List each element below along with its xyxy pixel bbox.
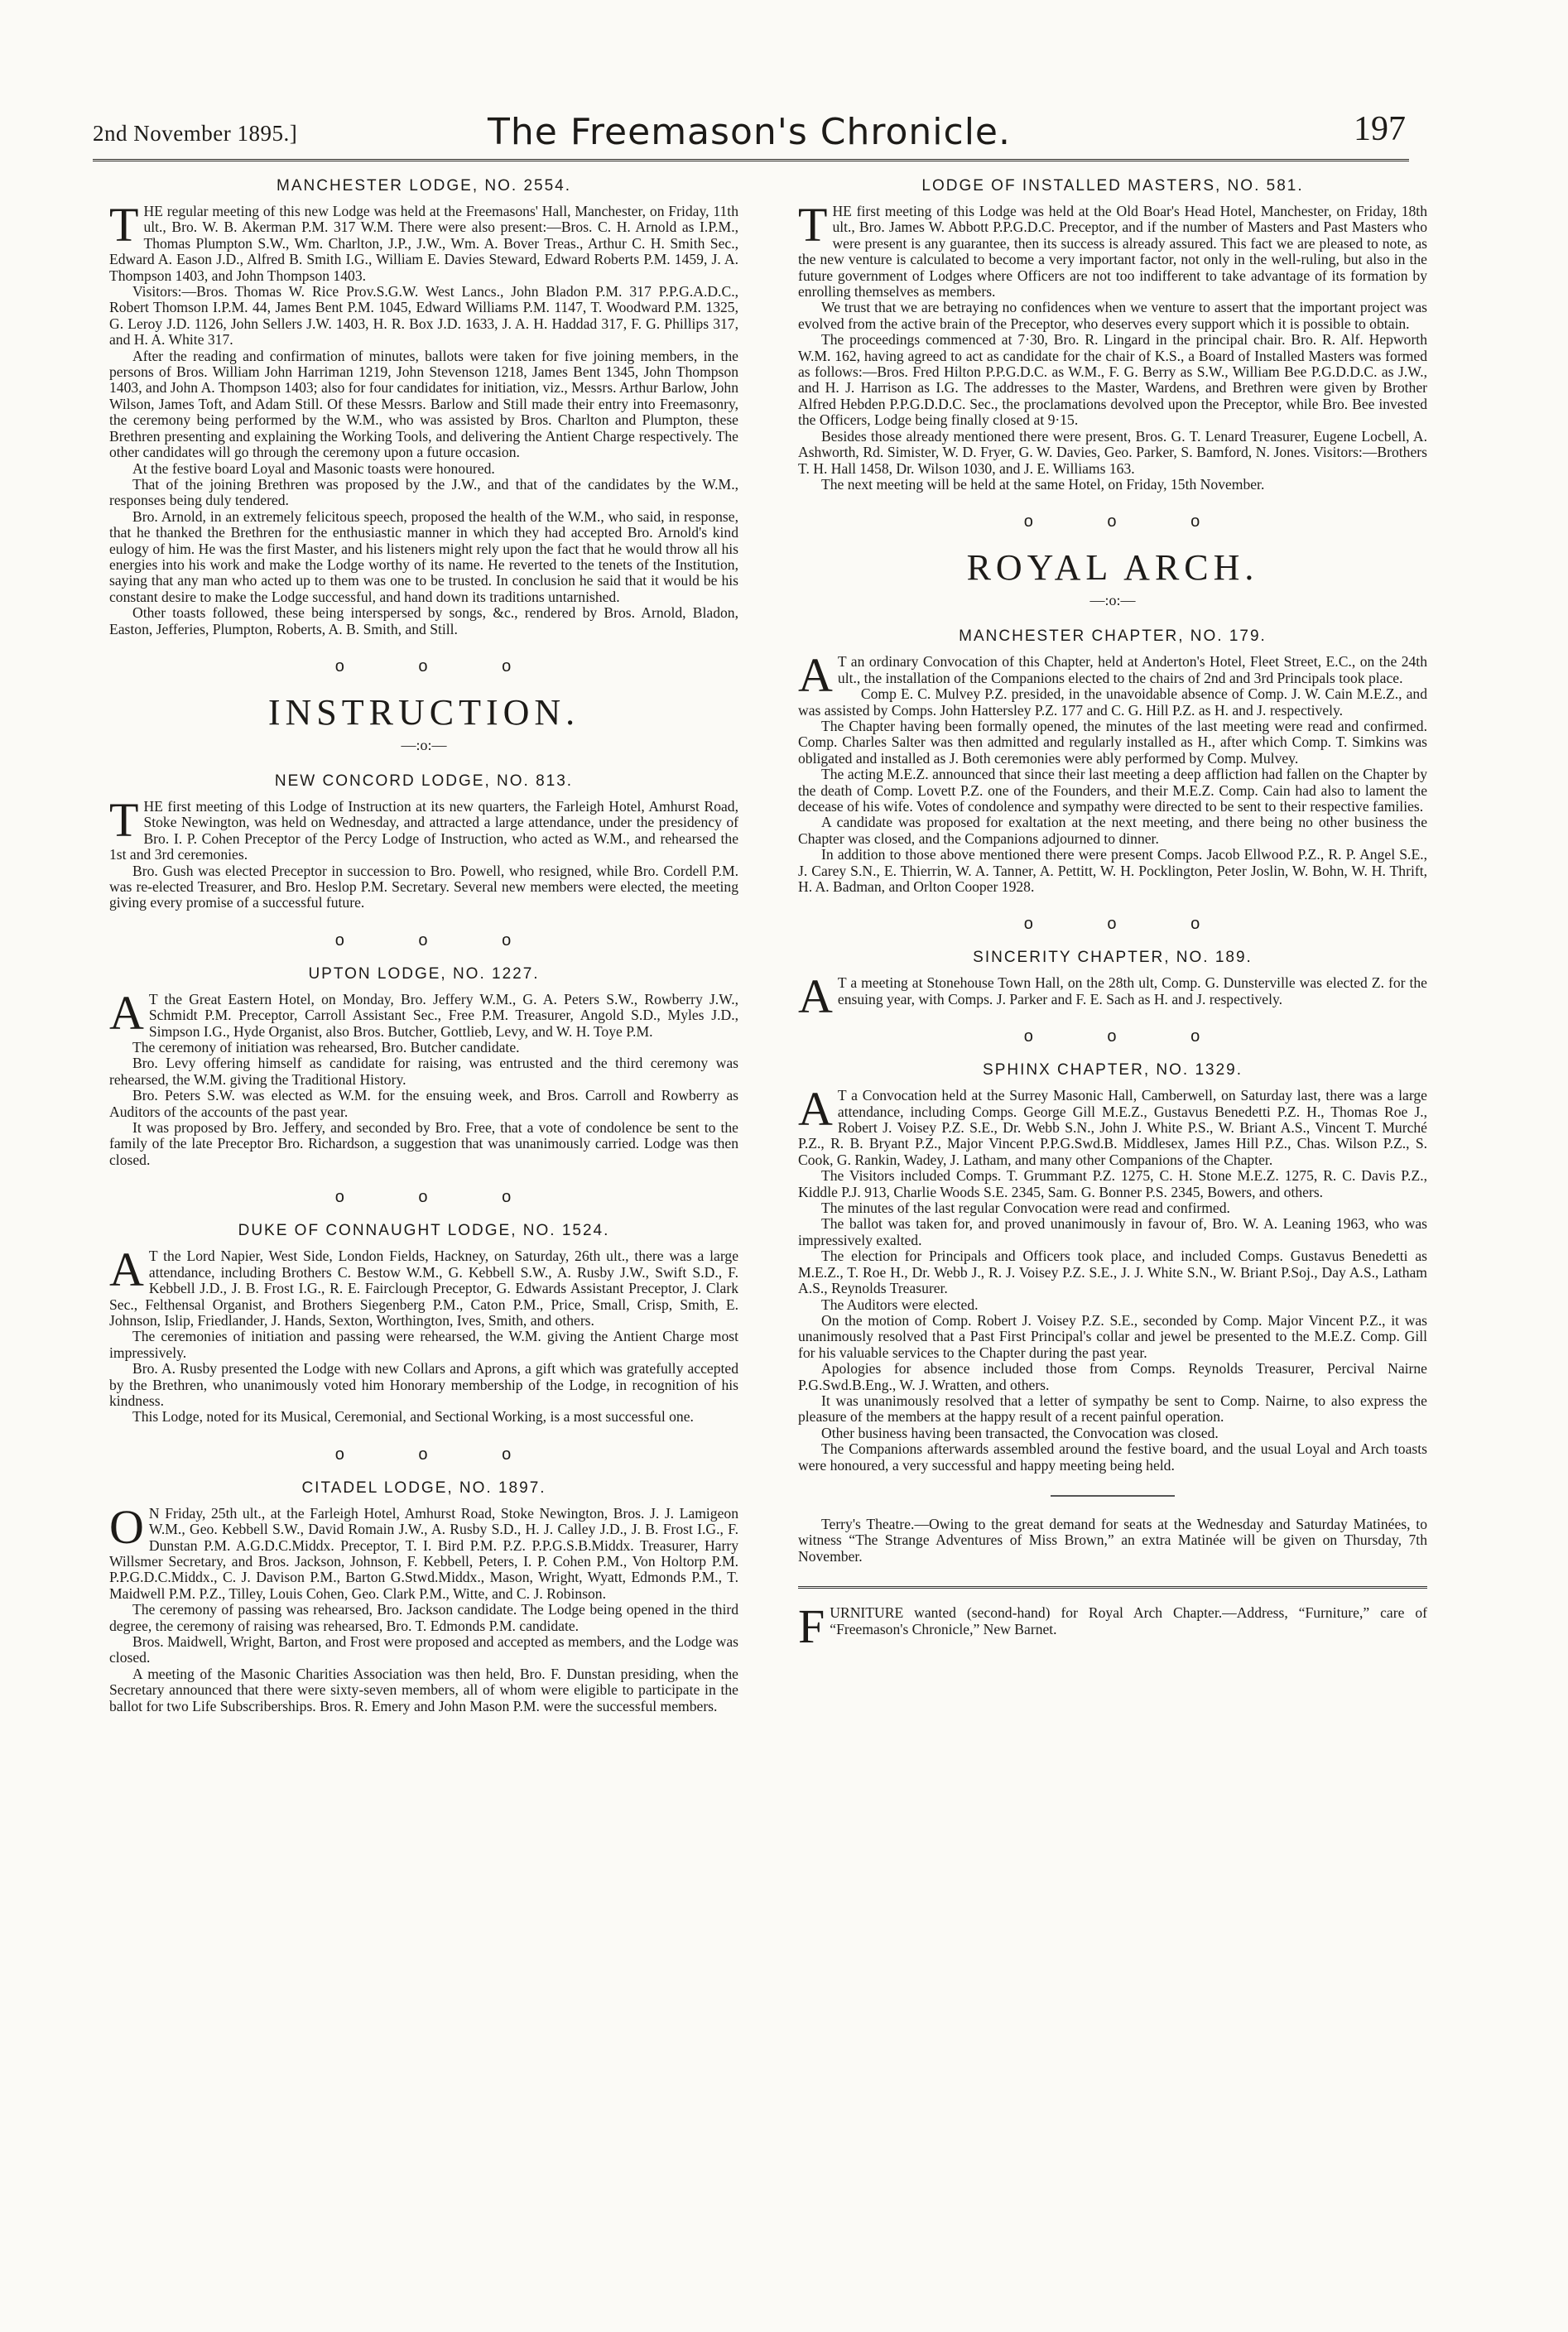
article-paragraph: It was proposed by Bro. Jeffery, and seconded by Bro. Free, that a vote of condolence be sent to the family of the late Preceptor Bro. Richardson, a suggestion that was unanimously carried. Lodge was then closed.	[109, 1119, 738, 1168]
article-paragraph: THE regular meeting of this new Lodge was held at the Freemasons' Hall, Manchester, on Friday, 11th ult., Bro. W. B. Akerman P.M. 317 W.M. There were also present:—Bros. C. H. Arnold as I.P.M., Thomas Plumpton S.W., Wm. Charlton, J.P., J.W., Wm. A. Bover Treas., Arthur C. H. Smith Sec., Edward A. Eason J.D., Alfred B. Smith I.G., William E. Davies Steward, Edward Roberts P.M. 1459, J. A. Thompson 1403, and John Thompson 1403.	[109, 198, 738, 284]
article-paragraph: A T the Great Eastern Hotel, on Monday, Bro. Jeffery W.M., G. A. Peters S.W., Rowberry J.W., Schmidt P.M. Preceptor, Carroll Assistant Sec., Free P.M. Treasurer, Angold S.D., Myles J.D., Simpson I.G., Hyde Organist, also Bros. Butcher, Gottlieb, Levy, and W. H. Toye P.M.	[109, 985, 738, 1040]
article-paragraph: The Companions afterwards assembled around the festive board, and the usual Loyal and Arch toasts were honoured, a very successful and happy meeting being held.	[798, 1440, 1427, 1474]
advert-divider	[798, 1586, 1427, 1589]
article-heading: SPHINX CHAPTER, NO. 1329.	[983, 1061, 1243, 1079]
article-paragraph: The Chapter having been formally opened, the minutes of the last meeting were read and confirmed. Comp. Charles Salter was then admitted and regularly installed as H., after which Comp. T. Simkins was obligated and installed as J. Both ceremonies were ably performed by Comp. Mulvey.	[798, 717, 1427, 767]
article-sincerity-chapter	[798, 949, 1427, 1024]
section-title-instruction: INSTRUCTION.	[267, 691, 580, 733]
drop-cap: F	[798, 1599, 825, 1654]
drop-cap: A	[109, 985, 144, 1040]
drop-cap: T	[798, 198, 828, 252]
drop-cap: T	[109, 198, 139, 252]
article-paragraph: On the motion of Comp. Robert J. Voisey P.Z. S.E., seconded by Comp. Major Vincent P.Z., it was unanimously resolved that a Past First Principal's collar and jewel be presented to the M.E.Z. Comp. Gill for his valuable services to the Chapter during the past year.	[798, 1311, 1427, 1361]
article-manchester-lodge	[109, 177, 738, 637]
article-paragraph: The ceremony of initiation was rehearsed, Bro. Butcher candidate.	[132, 1039, 520, 1056]
article-heading: MANCHESTER CHAPTER, NO. 179.	[959, 627, 1267, 646]
article-paragraph: A meeting of the Masonic Charities Association was then held, Bro. F. Dunstan presiding, when the Secretary announced that there were sixty-seven members, all of whom were eligible to participate in the ballot for two Life Subscriberships. Bros. R. Emery and John Mason P.M. were the successful members.	[109, 1665, 738, 1714]
article-heading: UPTON LODGE, NO. 1227.	[308, 964, 540, 983]
section-title-royal-arch: ROYAL ARCH.	[966, 547, 1259, 589]
drop-cap: A	[798, 969, 833, 1024]
article-paragraph: Bro. Arnold, in an extremely felicitous speech, proposed the health of the W.M., who said, in response, that he thanked the Brethren for the enthusiastic manner in which they had accepted Bro. Arnold's kind eulogy of him. He was the first Master, and his listeners might rely upon the fact that he would throw all his energies into his work and make the Lodge worthy of its name. He reverted to the tenets of the Institution, saying that any man who acted up to them was one to be trusted. In conclusion he said that it would be his constant desire to make the Lodge successful, and hand down its traditions untarnished.	[109, 507, 738, 605]
article-citadel-lodge	[109, 1479, 738, 1714]
article-paragraph: The ballot was taken for, and proved unanimously in favour of, Bro. W. A. Leaning 1963, who was impressively exalted.	[798, 1215, 1427, 1248]
article-duke-of-connaught-lodge	[109, 1222, 738, 1425]
furniture-advert: FURNITURE wanted (second-hand) for Royal Arch Chapter.—Address, “Furniture,” care of “Freemason's Chronicle,” New Barnet.	[798, 1599, 1427, 1654]
article-paragraph: The ceremony of passing was rehearsed, Bro. Jackson candidate. The Lodge being opened in the third degree, the ceremony of raising was rehearsed, Bro. T. Edmonds P.M. candidate.	[109, 1601, 738, 1634]
article-paragraph: Bro. Gush was elected Preceptor in succession to Bro. Powell, who resigned, while Bro. Cordell P.M. was re-elected Treasurer, and Bro. Heslop P.M. Secretary. Several new members were elected, the meeting giving every promise of a successful future.	[109, 862, 738, 911]
article-paragraph: The acting M.E.Z. announced that since their last meeting a deep affliction had fallen on the Chapter by the death of Comp. Lovett P.Z. one of the Founders, and their M.E.Z. Comp. Cain had also to lament the decease of his wife. Votes of condolence and sympathy were directed to be sent to their respective families.	[798, 766, 1427, 815]
article-heading: LODGE OF INSTALLED MASTERS, NO. 581.	[921, 177, 1304, 195]
article-heading: DUKE OF CONNAUGHT LODGE, NO. 1524.	[238, 1222, 610, 1240]
article-paragraph: O N Friday, 25th ult., at the Farleigh Hotel, Amhurst Road, Stoke Newington, Bros. J. J. Lamigeon W.M., Geo. Kebbell S.W., David Romain J.W., A. Rusby S.D., H. J. Calley J.D., J. B. Frost I.G., F. Dunstan P.M. A.G.D.C.Middx. Preceptor, T. I. Bird P.M. P.Z. P.P.G.S.B.Middx. Treasurer, Harry Willsmer Secretary, and Bros. Jackson, Johnson, F. Kebbell, Peters, I. P. Cohen P.M., Von Holtorp P.M. P.P.G.D.C.Middx., C. J. Davison P.M., Barton G.Stwd.Middx., Mason, Wright, Wyatt, Edmonds P.M., T. Maidwell P.M. P.Z., Tilley, Louis Cohen, Geo. Clark P.M., Witte, and C. J. Robinson.	[109, 1499, 738, 1602]
article-paragraph: The minutes of the last regular Convocation were read and confirmed.	[821, 1200, 1230, 1217]
page-number: 197	[1354, 110, 1406, 148]
article-paragraph: The next meeting will be held at the same Hotel, on Friday, 15th November.	[821, 475, 1265, 493]
article-paragraph: Besides those already mentioned there were present, Bros. G. T. Lenard Treasurer, Eugene Locbell, A. Ashworth, Rd. Simister, W. D. Fryer, G. W. Davies, Geo. Parker, S. Bamford, N. Jones. Visitors:—Brothers T. H. Hall 1458, Dr. Wilson 1030, and J. E. Williams 163.	[798, 427, 1427, 477]
section-separator: o o o	[1023, 512, 1235, 531]
article-paragraph: That of the joining Brethren was proposed by the J.W., and that of the candidates by the W.M., responses being duly tendered.	[109, 475, 738, 509]
article-upton-lodge	[109, 965, 738, 1168]
section-separator: o o o	[334, 930, 546, 950]
publication-title: The Freemason's Chronicle.	[488, 111, 1011, 153]
article-paragraph: Other business having been transacted, the Convocation was closed.	[821, 1424, 1219, 1441]
article-paragraph: In addition to those above mentioned there were present Comps. Jacob Ellwood P.Z., R. P. Angel S.E., J. Carey S.N., E. Thierrin, W. A. Tanner, A. Pettitt, W. H. Pocklington, Peter Joslin, W. Bohn, W. H. Thrift, H. A. Badman, and Orlton Cooper 1928.	[798, 846, 1427, 895]
drop-cap: O	[109, 1499, 144, 1554]
article-paragraph: A candidate was proposed for exaltation at the next meeting, and there being no other business the Chapter was closed, and the Companions adjourned to dinner.	[798, 814, 1427, 847]
section-separator: o o o	[1023, 1027, 1235, 1046]
article-paragraph: The Auditors were elected.	[821, 1296, 979, 1313]
article-paragraph: Visitors:—Bros. Thomas W. Rice Prov.S.G.W. West Lancs., John Bladon P.M. 317 P.P.G.A.D.C., Robert Thomson I.P.M. 44, James Bent P.M. 1045, Edward Williams P.M. 1147, T. Woodward P.M. 1325, G. Leroy J.D. 1126, John Sellers J.W. 1403, H. R. Box J.D. 1633, J. A. H. Haddad 317, F. G. Phillips 317, and H. A. White 317.	[109, 283, 738, 349]
article-heading: MANCHESTER LODGE, NO. 2554.	[277, 177, 571, 195]
article-paragraph: Bro. Peters S.W. was elected as W.M. for the ensuing week, and Bros. Carroll and Rowberry as Auditors of the accounts of the past year.	[109, 1087, 738, 1120]
masthead	[93, 106, 1406, 159]
article-paragraph: The Visitors included Comps. T. Grummant P.Z. 1275, C. H. Stone M.E.Z. 1275, R. C. Davis P.Z., Kiddle P.J. 913, Charlie Woods S.E. 2345, Sam. G. Bonner P.S. 2345, Bowers, and others.	[798, 1167, 1427, 1200]
article-heading: CITADEL LODGE, NO. 1897.	[301, 1479, 546, 1497]
article-paragraph: Comp E. C. Mulvey P.Z. presided, in the unavoidable absence of Comp. J. W. Cain M.E.Z., and was assisted by Comps. John Hattersley P.Z. 177 and C. G. Hill P.Z. as H. and J. respectively.	[798, 685, 1427, 719]
article-new-concord-lodge	[109, 772, 738, 911]
drop-cap: A	[109, 1243, 144, 1297]
section-ornament: —:o:—	[1089, 592, 1136, 609]
issue-date: 2nd November 1895.]	[93, 121, 298, 146]
article-heading: SINCERITY CHAPTER, NO. 189.	[973, 949, 1253, 967]
theatre-notice: Terry's Theatre.—Owing to the great demand for seats at the Wednesday and Saturday Matinées, to witness “The Strange Adventures of Miss Brown,” an extra Matinée will be given on Thursday, 7th November.	[798, 1515, 1427, 1565]
notice-divider	[1051, 1495, 1175, 1497]
section-separator: o o o	[334, 1188, 546, 1207]
article-lodge-of-installed-masters	[798, 177, 1427, 493]
article-heading: NEW CONCORD LODGE, NO. 813.	[274, 772, 574, 790]
article-paragraph: The ceremonies of initiation and passing were rehearsed, the W.M. giving the Antient Charge most impressively.	[109, 1328, 738, 1361]
article-paragraph: It was unanimously resolved that a letter of sympathy be sent to Comp. Nairne, to also express the pleasure of the members at the happy result of a recent painful operation.	[798, 1392, 1427, 1426]
article-paragraph: A T a meeting at Stonehouse Town Hall, on the 28th ult, Comp. G. Dunsterville was elected Z. for the ensuing year, with Comps. J. Parker and F. E. Sach as H. and J. respectively.	[798, 969, 1427, 1024]
article-paragraph: A T the Lord Napier, West Side, London Fields, Hackney, on Saturday, 26th ult., there was a large attendance, including Brothers C. Bestow W.M., G. Kebbell S.W., A. Rusby J.W., Swift S.D., F. Kebbell J.D., J. B. Frost I.G., R. E. Fairclough Preceptor, G. Edwards Assistant Preceptor, J. Clark Sec., Felthensal Organist, and Brothers Siegenberg P.M., Caton P.M., Price, Small, Crisp, Smith, E. Johnson, Islip, Friedlander, J. Hands, Sexton, Worthington, Ives, Smith, and others.	[109, 1243, 738, 1329]
article-paragraph: Bros. Maidwell, Wright, Barton, and Frost were proposed and accepted as members, and the Lodge was closed.	[109, 1633, 738, 1666]
section-separator: o o o	[1023, 915, 1235, 934]
right-column	[798, 177, 1427, 1654]
article-paragraph: The proceedings commenced at 7·30, Bro. R. Lingard in the principal chair. Bro. R. Alf. Hepworth W.M. 162, having agreed to act as candidate for the chair of K.S., a Board of Installed Masters was formed as follows:—Bros. Fred Hilton P.P.G.D.C. as W.M., F. G. Berry as S.W., William Bee P.G.D.D.C. as J.W., and H. J. Harrison as I.G. The addresses to the Master, Wardens, and Brethren were given by Brother Alfred Hebden P.P.G.D.D.C. Sec., the proclamations devolved upon the Preceptor, while Bro. Bee invested the Officers, Lodge being finally closed at 9·15.	[798, 331, 1427, 429]
article-paragraph: THE first meeting of this Lodge was held at the Old Boar's Head Hotel, Manchester, on Friday, 18th ult., Bro. James W. Abbott P.P.G.D.C. Preceptor, and if the number of Masters and Past Masters who were present is any guarantee, then its success is already assured. This fact we are pleased to note, as the new venture is calculated to become a very important factor, not only in the well-ruling, but also in the future government of Lodges where Officers are not too indifferent to take advantage of its formation by enrolling themselves as members.	[798, 198, 1427, 301]
article-paragraph: We trust that we are betraying no confidences when we venture to assert that the important project was evolved from the active brain of the Preceptor, who deserves every support which it is possible to obtain.	[798, 299, 1427, 332]
article-paragraph: Bro. Levy offering himself as candidate for raising, was entrusted and the third ceremony was rehearsed, the W.M. giving the Traditional History.	[109, 1055, 738, 1088]
article-paragraph: After the reading and confirmation of minutes, ballots were taken for five joining members, in the persons of Bros. William John Harriman 1219, John Stevenson 1218, James Bent 1345, John Thompson 1403, and John A. Thompson 1403; also for four candidates for initiation, viz., Messrs. Arthur Barlow, John Wilson, James Toft, and Adam Still. Of these Messrs. Barlow and Still made their entry into Freemasonry, the ceremony being performed by the W.M., who was assisted by Bros. Charlton and Plumpton, these Brethren presenting and explaining the Working Tools, and delivering the Antient Charge respectively. The other candidates will go through the ceremony upon a future occasion.	[109, 347, 738, 461]
article-manchester-chapter	[798, 627, 1427, 895]
article-paragraph: THE first meeting of this Lodge of Instruction at its new quarters, the Farleigh Hotel, Amhurst Road, Stoke Newington, was held on Wednesday, and attracted a large attendance, under the presidency of Bro. I. P. Cohen Preceptor of the Percy Lodge of Instruction, who acted as W.M., and rehearsed the 1st and 3rd ceremonies.	[109, 792, 738, 863]
article-paragraph: The election for Principals and Officers took place, and included Comps. Gustavus Benedetti as M.E.Z., T. Roe H., Dr. Webb J., R. J. Voisey P.Z. S.E., J. J. White S.N., W. Briant P.Soj., Day A.S., Latham A.S., Reynolds Treasurer.	[798, 1248, 1427, 1297]
article-paragraph: This Lodge, noted for its Musical, Ceremonial, and Sectional Working, is a most successful one.	[132, 1408, 694, 1426]
article-paragraph: At the festive board Loyal and Masonic toasts were honoured.	[132, 459, 495, 477]
section-separator: o o o	[334, 1445, 546, 1464]
left-column	[109, 177, 738, 1714]
article-paragraph: Bro. A. Rusby presented the Lodge with new Collars and Aprons, a gift which was gratefully accepted by the Brethren, who unanimously voted him Honorary membership of the Lodge, in recognition of his kindness.	[109, 1360, 738, 1409]
article-sphinx-chapter	[798, 1061, 1427, 1474]
masthead-rule	[93, 159, 1409, 161]
drop-cap: A	[798, 1082, 833, 1137]
article-paragraph: A T a Convocation held at the Surrey Masonic Hall, Camberwell, on Saturday last, there was a large attendance, including Comps. George Gill M.E.Z., Gustavus Benedetti P.Z. H., Thomas Roe J., Robert J. Voisey P.Z. S.E., Dr. Webb S.N., John J. White P.S., W. Briant A.S., Vincent T. Murché P.Z., R. B. Bryant P.Z., Major Vincent P.P.G.Swd.B. Middlesex, James Hill P.Z., Chas. Wilson P.Z., S. Cook, G. Rankin, Wadey, J. Latham, and many other Companions of the Chapter.	[798, 1082, 1427, 1168]
drop-cap: T	[109, 792, 139, 847]
section-separator: o o o	[334, 656, 546, 676]
drop-cap: A	[798, 648, 833, 703]
article-paragraph: Other toasts followed, these being interspersed by songs, &c., rendered by Bros. Arnold, Bladon, Easton, Jefferies, Plumpton, Roberts, A. B. Smith, and Still.	[109, 604, 738, 637]
section-ornament: —:o:—	[401, 736, 447, 753]
article-paragraph: A T an ordinary Convocation of this Chapter, held at Anderton's Hotel, Fleet Street, E.C., on the 24th ult., the installation of the Companions elected to the chairs of 2nd and 3rd Principals took place.	[798, 648, 1427, 703]
article-paragraph: Apologies for absence included those from Comps. Reynolds Treasurer, Percival Nairne P.G.Swd.B.Eng., W. J. Wratten, and others.	[798, 1360, 1427, 1393]
